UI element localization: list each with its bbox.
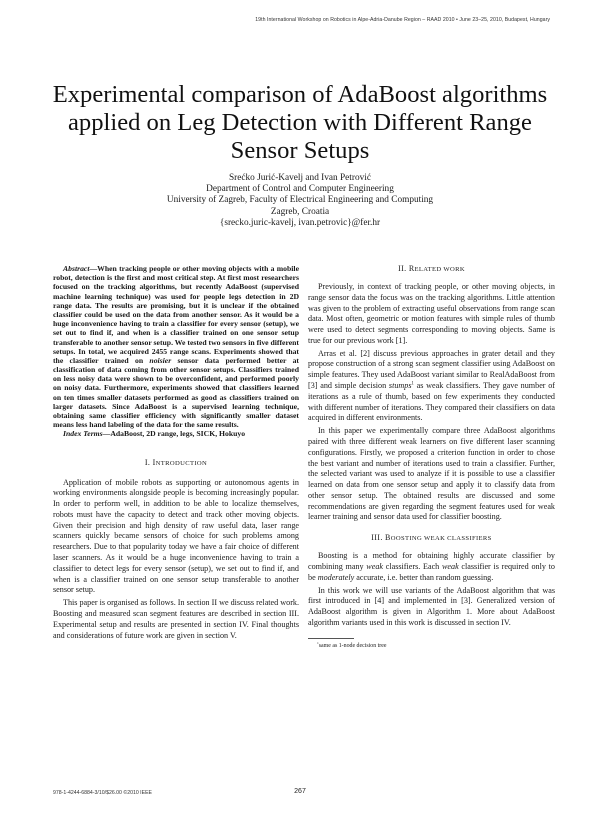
title-line: Experimental comparison of AdaBoost algorithms — [52, 81, 548, 108]
footnote-mark: 1 — [411, 381, 414, 387]
abstract-text: When tracking people or other moving objects with a mobile robot, detection is the first and most critical step. At first most researchers focused on the tracking algorithms, but recently AdaBoost (supervised machine learning technique) was used for people legs detection in 2D range data. The results are promising, but it is unclear if the obtained classifier could be used on the data from another sensor. As it would be a huge inconvenience having to train a classifier for every sensor (setup), we set out to find if, and when is a classifier trained on one sensor setup transferable to another sensor setup. We tested two sensors in five different setups. In total, we acquired 2455 range scans. Experiments showed that the classifier trained on — [53, 264, 299, 365]
related-paragraph-3: In this paper we experimentally compare three AdaBoost algorithms paired with three different weak learners on five different laser scanning configurations. Firstly, we proposed a criterion function in order to chose the best variant and number of iterations used to train a classifier. Further, the selected variant was used to analyze if it is possible to use a classifier learned on data from one sensor setup and apply it to classify data from other sensor setup. The obtained results are discussed and some recommendations are given regarding the segment features used for weak learner training and sensor data used for classifier boosting. — [308, 426, 555, 522]
title-line: applied on Leg Detection with Different Range — [68, 109, 532, 136]
affiliation-line: Zagreb, Croatia — [270, 206, 330, 217]
section-heading-introduction: I. INTRODUCTION — [144, 457, 208, 467]
author-names: Srećko Jurić-Kavelj and Ivan Petrović — [229, 173, 371, 183]
abstract-label: Abstract — [63, 264, 90, 273]
footnote: $^1$same as 1-node decision tree — [317, 640, 387, 649]
right-column — [308, 264, 555, 650]
page-number: 267 — [294, 788, 306, 795]
section-heading-related-work: II. RELATED WORK — [398, 264, 465, 273]
related-paragraph-2: Arras et al. [2] discuss previous approaches in grater detail and they propose construction of a strong scan segment classifier using AdaBoost on simple features. They used AdaBoost variant similar to RealAdaBoost from [3] and simple decision stumps$^1$ as weak classifiers. They gave number of iterations as a rule of thumb, based on few experiments they conducted with different number of iterations. They compared their classifiers on data acquired in different environments. — [308, 348, 556, 423]
boosting-paragraph-2: In this work we will use variants of the AdaBoost algorithm that was first introduced in [4] and implemented in [3]. Generalized version of AdaBoost algorithm is given in Algorithm 1. More about AdaBoost algorithm variants used in this work is discussed in section IV. — [308, 585, 555, 627]
title-line: Sensor Setups — [230, 137, 370, 164]
affiliation-line: Department of Control and Computer Engineering — [206, 184, 394, 195]
abstract-text-2: sensor data performed better at classification of data coming from other sensor setups. Classifiers trained on less noisy data were shown to be overconfident, and performed poorly on noisy data. Furthermore, experiments showed that classifiers learned on ten times smaller datasets performed as good as classifiers trained on larger datasets. Since AdaBoost is a supervised learning technique, obtaining same classifier efficiency with significantly smaller dataset means less hand labeling of the data for the same results. — [53, 355, 299, 430]
left-column — [53, 264, 299, 641]
abstract: Abstract—When tracking people or other moving objects with a mobile robot, detection is the first and most critical step. At first most researchers focused on the tracking algorithms, but recently AdaBoost (supervised machine learning technique) was used for people legs detection in 2D range data. The results are promising, but it is unclear if the obtained classifier could be used on the data from another sensor. As it would be a huge inconvenience having to train a classifier for every sensor (setup), we set out to find if, and when is a classifier trained on one sensor setup transferable to another sensor setup. We tested two sensors in five different setups. In total, we acquired 2455 range scans. Experiments showed that the classifier trained on noisier sensor data performed better at classification of data coming from other sensor setups. Classifiers trained on less noisy data were shown to be overconfident, and performed poorly on noisy data. Furthermore, experiments showed that classifiers learned on ten times smaller datasets performed as good as classifiers trained on larger datasets. Since AdaBoost is a supervised learning technique, obtaining same classifier efficiency with significantly smaller dataset means less hand labeling of the data for the same results. — [53, 264, 299, 430]
conference-header: 19th International Workshop on Robotics in Alpe-Adria-Danube Region – RAAD 2010 • June 23–25, 2010, Budapest, Hungary — [255, 17, 550, 23]
affiliation-line: University of Zagreb, Faculty of Electrical Engineering and Computing — [166, 195, 434, 206]
index-terms: Index Terms—AdaBoost, 2D range, legs, SICK, Hokuyo — [63, 429, 246, 439]
boosting-paragraph-1: Boosting is a method for obtaining highly accurate classifier by combining many weak classifiers. Each weak classifier is required only to be moderately accurate, i.e. better than random guessing. — [308, 551, 555, 582]
intro-paragraph-2: This paper is organised as follows. In section II we discuss related work. Boosting and measured scan segment features are described in section III. Experimental setup and results are presented in section IV. Final thoughts and considerations of future work are given in section V. — [53, 598, 299, 640]
emph-stumps: stumps — [388, 381, 412, 391]
related-paragraph-1: Previously, in context of tracking people, or other moving objects, in range sensor data the focus was on the tracking algorithms. Little attention was given to the problem of extracting useful observations from range scan data. Most often, geometric or motion features with simple rules of thumb were used to detect segments corresponding to moving objects. Same is true for our previous work [1]. — [308, 282, 555, 345]
index-terms-label: Index Terms — [63, 429, 103, 439]
footnote-rule — [308, 638, 354, 639]
intro-paragraph-1: Application of mobile robots as supporting or autonomous agents in working environments alongside people is becoming increasingly popular. In order to perform well, in addition to be able to localize themselves, robots must have the capacity to detect and track other moving objects. Given their precision and high density of raw useful data, laser range scanners quickly became sensors of choice for such problems among researchers. Due to that popularity today we have a fair choice of different laser scanners. As it would be a huge inconvenience having to train a classifier to detect legs for every sensor (setup), we set out to find if, and when is a classifier trained on one sensor setup transferable to another sensor setup. — [53, 477, 299, 595]
section-heading-boosting: III. BOOSTING WEAK CLASSIFIERS — [371, 533, 492, 543]
isbn-footer: 978-1-4244-6884-3/10/$26.00 ©2010 IEEE — [53, 790, 153, 796]
index-terms-text: AdaBoost, 2D range, legs, SICK, Hokuyo — [110, 429, 246, 439]
paper-title — [40, 81, 560, 165]
author-email: {srecko.juric-kavelj, ivan.petrovic}@fer.hr — [219, 217, 381, 228]
author-block — [100, 173, 500, 229]
abstract-emph-noisier: noisier — [149, 355, 172, 365]
